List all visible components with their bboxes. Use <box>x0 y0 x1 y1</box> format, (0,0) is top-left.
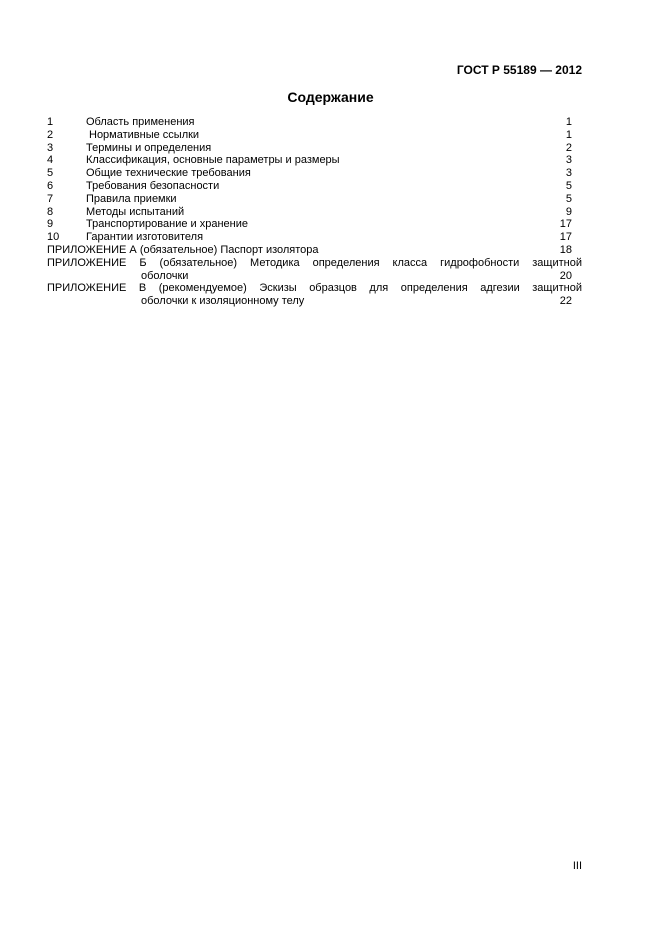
page-title: Содержание <box>287 89 374 105</box>
table-of-contents <box>47 116 582 308</box>
toc-number: 1 <box>47 116 54 128</box>
toc-page: 20 <box>559 269 572 282</box>
toc-text: ПРИЛОЖЕНИЕ Б (обязательное) Методика определения класса гидрофобности защитной <box>47 256 582 269</box>
toc-text: Транспортирование и хранение <box>86 218 248 231</box>
toc-text: Термины и определения <box>86 141 212 154</box>
toc-item[interactable] <box>47 154 582 167</box>
toc-item[interactable] <box>47 206 582 219</box>
toc-appendix-b[interactable] <box>47 257 582 283</box>
toc-item[interactable] <box>47 218 582 231</box>
toc-page: 3 <box>565 167 572 180</box>
toc-number: 7 <box>47 192 54 205</box>
toc-text: Требования безопасности <box>86 179 220 192</box>
toc-page: 5 <box>565 179 572 192</box>
toc-number: 4 <box>47 154 54 167</box>
toc-text-continued: оболочки <box>141 269 189 282</box>
toc-text: Гарантии изготовителя <box>86 231 204 244</box>
toc-text-continued: оболочки к изоляционному телу <box>141 295 305 308</box>
toc-number: 10 <box>47 231 60 244</box>
toc-page: 5 <box>565 192 572 205</box>
toc-item[interactable] <box>47 231 582 244</box>
toc-text: ПРИЛОЖЕНИЕ В (рекомендуемое) Эскизы образцов для определения адгезии защитной <box>47 282 582 295</box>
toc-text: Классификация, основные параметры и размеры <box>86 154 340 167</box>
toc-page: 17 <box>559 231 572 244</box>
toc-page: 2 <box>565 141 572 154</box>
toc-text: Общие технические требования <box>86 167 251 180</box>
toc-text: Нормативные ссылки <box>89 128 200 141</box>
toc-page: 1 <box>565 128 572 141</box>
toc-number: 3 <box>47 141 54 154</box>
toc-page: 9 <box>565 205 572 218</box>
toc-page: 17 <box>559 218 572 231</box>
toc-item[interactable] <box>47 180 582 193</box>
toc-page: 3 <box>565 154 572 167</box>
toc-item[interactable] <box>47 193 582 206</box>
toc-item[interactable] <box>47 142 582 155</box>
page-number: III <box>572 860 582 872</box>
toc-text: Область применения <box>86 116 195 128</box>
toc-number: 5 <box>47 167 54 180</box>
toc-page: 22 <box>559 295 572 308</box>
toc-appendix-v[interactable] <box>47 282 582 308</box>
toc-appendix-a[interactable] <box>47 244 582 257</box>
toc-text: ПРИЛОЖЕНИЕ А (обязательное) Паспорт изолятора <box>47 243 319 256</box>
toc-item[interactable] <box>47 129 582 142</box>
toc-number: 2 <box>47 128 54 141</box>
toc-item[interactable] <box>47 116 582 129</box>
toc-text: Правила приемки <box>86 192 177 205</box>
toc-page: 1 <box>565 116 572 128</box>
toc-number: 6 <box>47 179 54 192</box>
toc-item[interactable] <box>47 167 582 180</box>
toc-number: 9 <box>47 218 54 231</box>
toc-page: 18 <box>559 243 572 256</box>
toc-text: Методы испытаний <box>86 205 185 218</box>
toc-number: 8 <box>47 205 54 218</box>
standard-designation: ГОСТ Р 55189 — 2012 <box>456 63 582 77</box>
